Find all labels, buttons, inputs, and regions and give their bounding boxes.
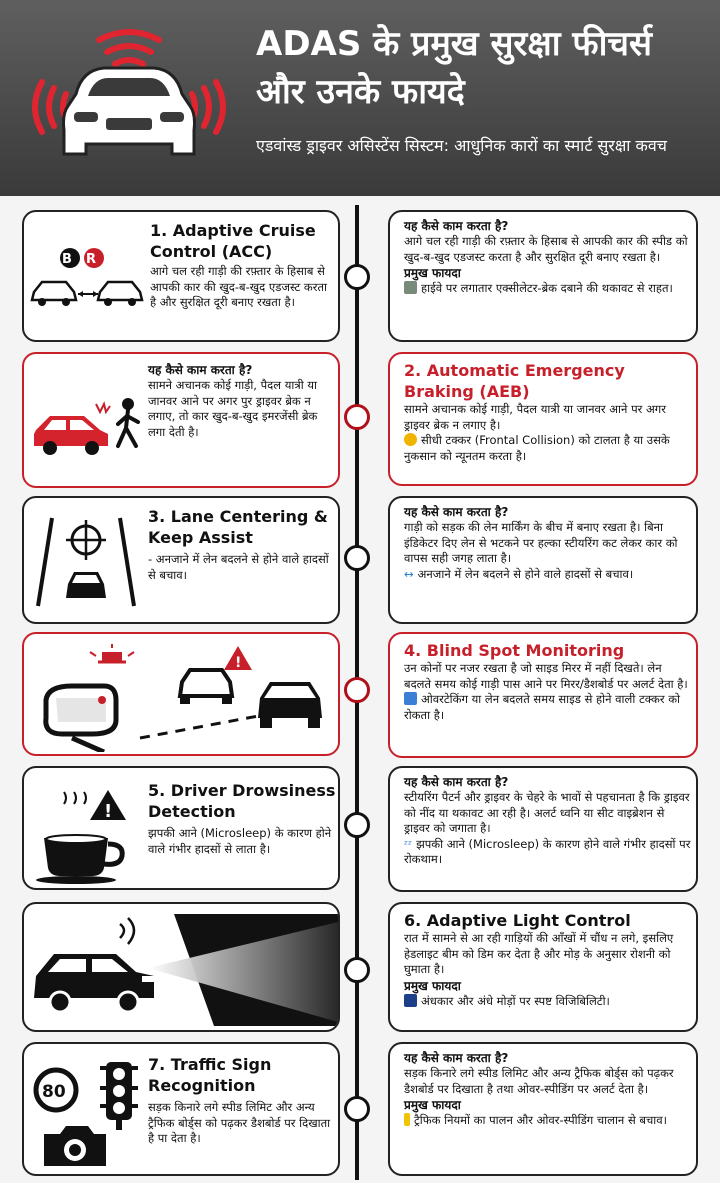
alc-detail-card [388,902,698,1032]
acc-summary-card [22,210,340,342]
brake-resume-badges [58,248,108,268]
timeline-node-7 [344,1096,370,1122]
radar-car-icon [14,22,244,182]
bsm-detail-card [388,632,698,758]
aeb-title: 2. Automatic Emergency Braking (AEB) [404,361,625,401]
dd-how-label: यह कैसे काम करता है? [404,775,509,789]
aeb-how-text: सामने अचानक कोई गाड़ी, पैदल यात्री या जानवर आने पर अगर पुर ड्राइवर ब्रेक न लगाए, तो कार खुद-ब-खुद इमरजेंसी ब्रेक लगा देती है। [148,378,318,439]
traffic-sign-icon [30,1054,148,1170]
sign-pole-icon [404,1113,410,1126]
aeb-benefit: सीधी टक्कर (Frontal Collision) को टालता है या उसके नुकसान को न्यूनतम करता है। [404,433,670,463]
lka-how-text: गाड़ी को सड़क की लेन मार्किंग के बीच में बनाए रखता है। बिना इंडिकेटर दिए लेन से भटकने पर हल्का स्टीयरिंग कट लेकर कार को वापस सही जगह लाता है। [404,520,678,565]
dd-summary-card [22,766,340,890]
lka-title: 3. Lane Centering & Keep Assist [148,507,328,547]
tsr-benefit-label: प्रमुख फायदा [404,1098,461,1112]
svg-text:!: ! [235,655,242,671]
svg-text:80: 80 [42,1082,66,1102]
night-road-icon [404,994,417,1007]
collision-icon [404,433,417,446]
timeline-node-6 [344,957,370,983]
tsr-detail-card [388,1042,698,1176]
tsr-summary-card [22,1042,340,1176]
alc-title: 6. Adaptive Light Control [404,911,631,930]
timeline-node-4 [344,677,370,703]
aeb-desc: सामने अचानक कोई गाड़ी, पैदल यात्री या जानवर आने पर अगर ड्राइवर ब्रेक न लगाए है। [404,402,666,432]
arrows-icon: ↔ [404,566,414,581]
header-banner [0,0,720,196]
tsr-how-label: यह कैसे काम करता है? [404,1051,509,1065]
alc-benefit-label: प्रमुख फायदा [404,978,461,993]
aeb-how-label: यह कैसे काम करता है? [148,363,253,377]
alc-icon-card [22,902,340,1032]
svg-text:R: R [86,252,97,267]
dd-summary: झपकी आने (Microsleep) के कारण होने वाले गंभीर हादसों से लाता है। [148,826,332,856]
svg-text:!: ! [104,801,113,822]
bsm-title: 4. Blind Spot Monitoring [404,641,625,660]
blind-spot-icon [32,642,332,752]
acc-how-label: यह कैसे काम करता है? [404,219,509,233]
emergency-brake-icon [32,390,144,460]
bsm-benefit: ओवरटेकिंग या लेन बदलते समय साइड से होने वाली टक्कर को रोकता है। [404,692,681,722]
overtake-icon [404,692,417,705]
lka-benefit: अनजाने में लेन बदलने से होने वाले हादसों से बचाव। [417,566,634,581]
acc-benefit: हाईवे पर लगातार एक्सीलेटर-ब्रेक दबाने की थकावट से राहत। [421,281,673,295]
dd-benefit: झपकी आने (Microsleep) के कारण होने वाले गंभीर हादसों पर रोकथाम। [404,836,691,866]
dd-how-text: स्टीयरिंग पैटर्न और ड्राइवर के चेहरे के भावों से पहचानता है कि ड्राइवर को नींद या थकावट आ रही है। अलर्ट ध्वनि या सीट वाइब्रेशन से ड्राइवर को जगाता है। [404,790,690,835]
headlight-car-icon [24,914,338,1026]
acc-detail-card [388,210,698,342]
lka-detail-card [388,496,698,624]
dd-title: 5. Driver Drowsiness Detection [148,781,336,821]
sleep-icon: ᶻᶻ [404,837,413,851]
acc-title: 1. Adaptive Cruise Control (ACC) [150,221,316,261]
svg-text:B: B [62,252,72,267]
lka-summary-card [22,496,340,624]
coffee-warning-icon [30,788,148,884]
bsm-desc: उन कोनों पर नजर रखता है जो साइड मिरर में नहीं दिखते। लेन बदलते समय कोई गाड़ी पास आने पर मिरर/डैशबोर्ड पर अलर्ट देता है। [404,661,688,691]
alc-benefit: अंधकार और अंधे मोड़ों पर स्पष्ट विजिबिलिटी। [421,993,610,1008]
aeb-how-card [22,352,340,488]
bsm-icon-card [22,632,340,756]
dd-detail-card [388,766,698,892]
timeline-node-1 [344,264,370,290]
tsr-title: 7. Traffic Sign Recognition [148,1055,272,1095]
acc-benefit-label: प्रमुख फायदा [404,266,461,280]
tsr-summary: सड़क किनारे लगे स्पीड लिमिट और अन्य ट्रैफिक बोर्ड्स को पढ़कर डैशबोर्ड पर दिखाता है पा देता है। [148,1100,331,1145]
tsr-how-text: सड़क किनारे लगे स्पीड लिमिट और अन्य ट्रैफिक बोर्ड्स को पढ़कर डैशबोर्ड पर दिखाता है तथा ओवर-स्पीडिंग पर अलर्ट देता है। [404,1066,674,1096]
page-title: ADAS के प्रमुख सुरक्षा फीचर्स और उनके फायदे [256,24,652,112]
alc-desc: रात में सामने से आ रही गाड़ियों की ऑंखों में चौंध न लगे, इसलिए हेडलाइट बीम को डिम कर देता है और मोड़ के अनुसार रोशनी को घुमाता है। [404,931,674,976]
timeline-node-2 [344,404,370,430]
tsr-benefit: ट्रैफिक नियमों का पालन और ओवर-स्पीडिंग चालान से बचाव। [414,1113,667,1127]
page-subtitle: एडवांस्ड ड्राइवर असिस्टेंस सिस्टम: आधुनिक कारों का स्मार्ट सुरक्षा कवच [256,136,667,155]
highway-icon [404,281,417,294]
acc-summary: आगे चल रही गाड़ी की रफ़्तार के हिसाब से आपकी कार की खुद-ब-खुद एडजस्ट करता है और सुरक्षित दूरी बनाए रखता है। [150,264,327,309]
aeb-title-card [388,352,698,486]
lka-how-label: यह कैसे काम करता है? [404,505,509,519]
timeline-node-5 [344,812,370,838]
timeline-node-3 [344,545,370,571]
lane-keep-icon [34,512,138,612]
lka-summary: - अनजाने में लेन बदलने से होने वाले हादसों से बचाव। [148,552,329,582]
acc-how-text: आगे चल रही गाड़ी की रफ़्तार के हिसाब से आपकी कार की स्पीड को खुद-ब-खुद एडजस्ट करता है और सुरक्षित दूरी बनाए रखता है। [404,234,688,264]
